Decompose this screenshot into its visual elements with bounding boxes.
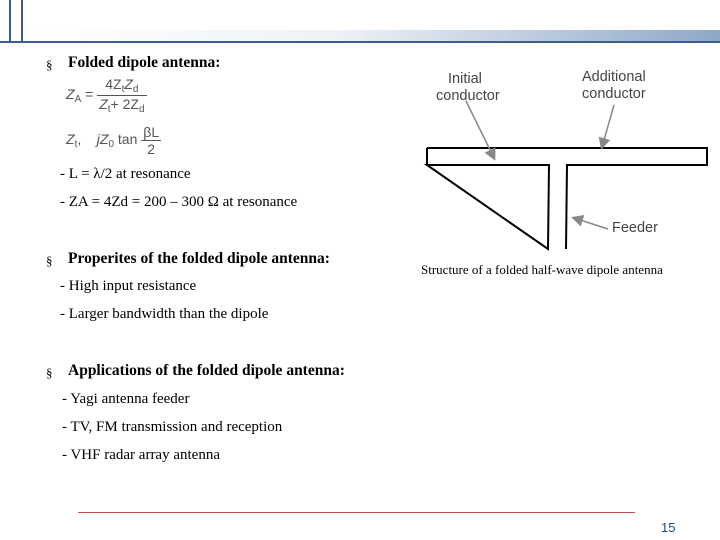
arrow-feeder bbox=[574, 218, 608, 229]
arrow-additional bbox=[602, 105, 614, 147]
heading-applications: Applications of the folded dipole antenna: bbox=[68, 362, 345, 379]
bullet-2: § bbox=[46, 253, 53, 268]
footer-rule bbox=[78, 512, 635, 513]
page-number: 15 bbox=[661, 520, 676, 535]
arrow-initial bbox=[466, 101, 494, 158]
bullet-1: § bbox=[46, 57, 53, 72]
resonance-length-line: - L = λ/2 at resonance bbox=[60, 166, 191, 182]
property-item-1: - High input resistance bbox=[60, 278, 197, 294]
formula-za: $Z_A$ = $\frac{4Z_tZ_d}{Z_t+ 2Z_d}$ bbox=[66, 76, 145, 115]
bullet-3: § bbox=[46, 365, 53, 380]
label-feeder: Feeder bbox=[612, 220, 658, 236]
resonance-impedance-line: - ZA = 4Zd = 200 – 300 Ω at resonance bbox=[60, 194, 298, 210]
property-item-2: - Larger bandwidth than the dipole bbox=[60, 306, 269, 322]
application-item-3: - VHF radar array antenna bbox=[62, 447, 220, 463]
heading-properties: Properites of the folded dipole antenna: bbox=[68, 250, 330, 267]
heading-folded-dipole: Folded dipole antenna: bbox=[68, 54, 221, 71]
label-additional-conductor: Additional conductor bbox=[582, 69, 646, 102]
application-item-1: - Yagi antenna feeder bbox=[62, 391, 190, 407]
diagram-caption: Structure of a folded half-wave dipole antenna bbox=[421, 262, 663, 277]
application-item-2: - TV, FM transmission and reception bbox=[62, 419, 283, 435]
formula-zt: $Z_t$, $jZ_0$ tan $\frac{\beta L}{2}$ bbox=[66, 124, 160, 157]
label-initial-conductor: Initial conductor bbox=[436, 71, 500, 104]
dipole-outline bbox=[427, 148, 707, 249]
